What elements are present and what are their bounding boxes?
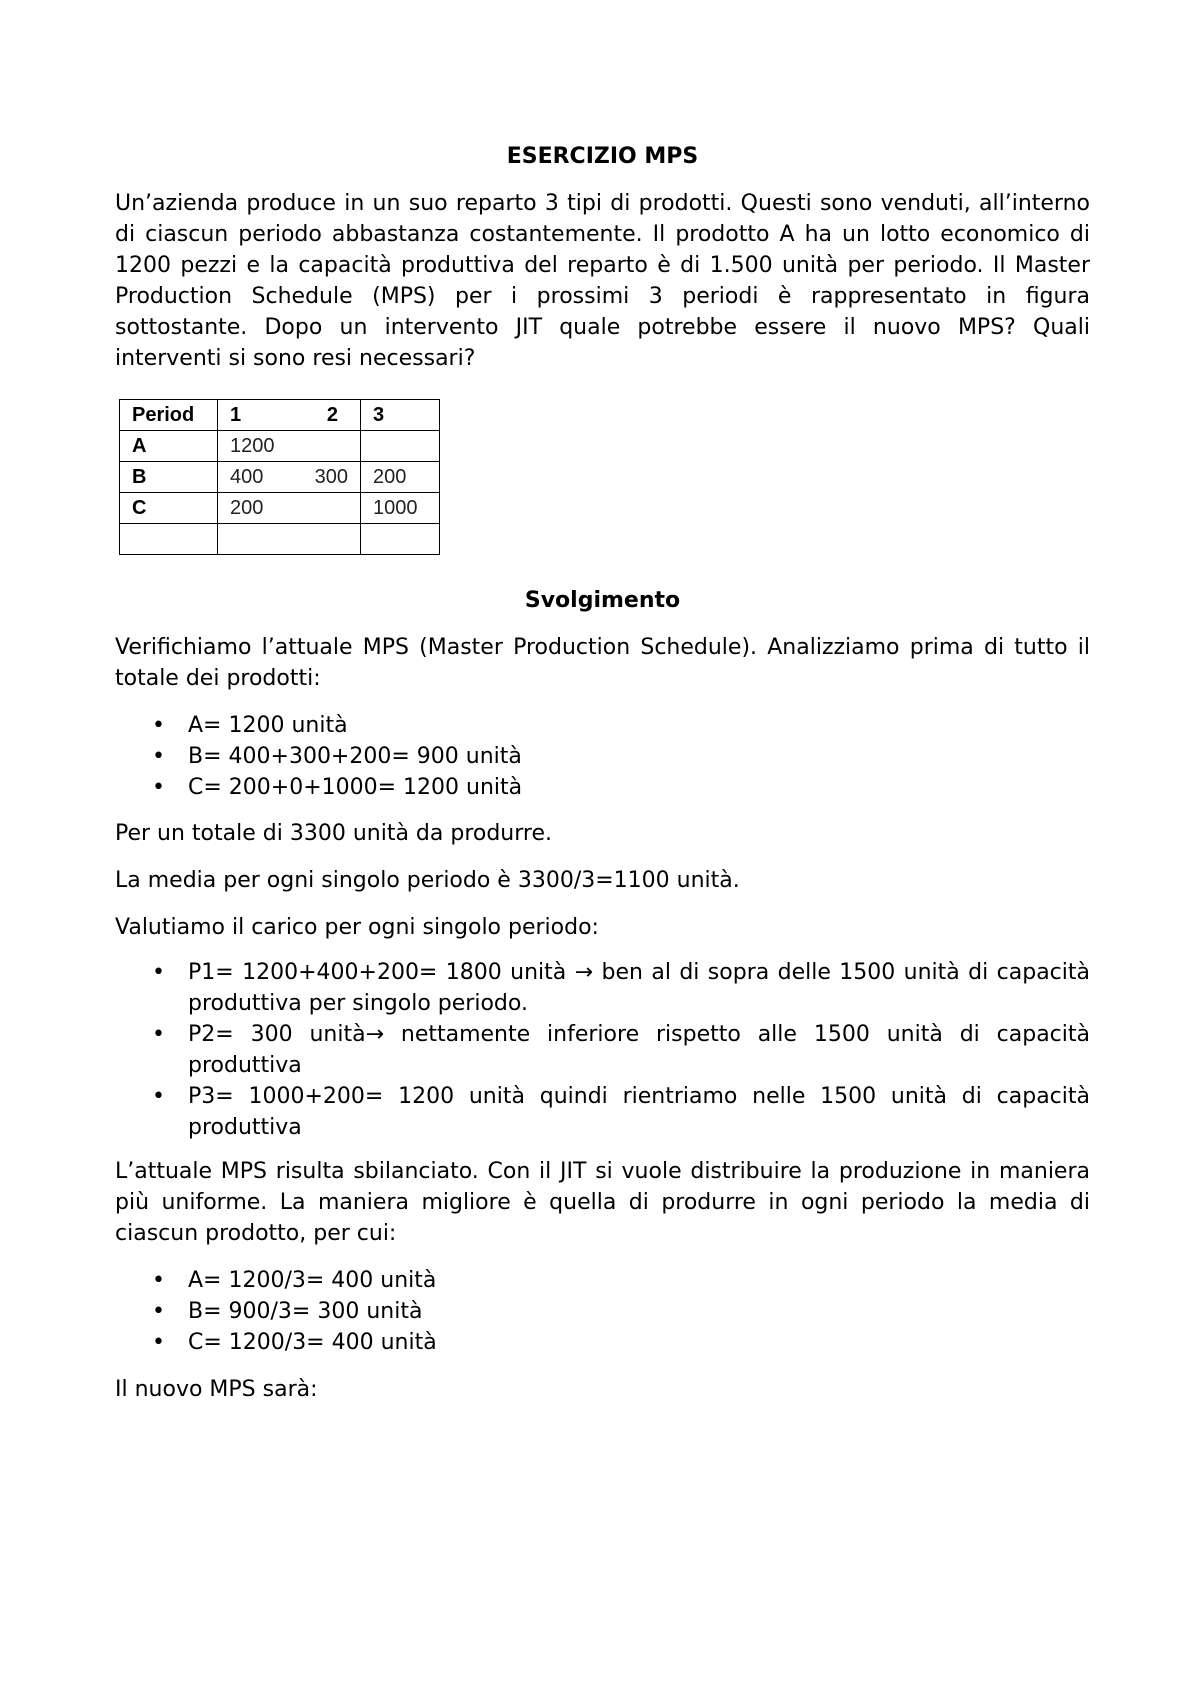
cell-value: 1200 (230, 435, 275, 457)
row-label: A (120, 431, 218, 462)
header-period: Period (120, 400, 218, 431)
list-item: • B= 400+300+200= 900 unità (115, 741, 1090, 772)
cell-value: 1000 (361, 493, 440, 524)
table-empty-row (120, 524, 440, 555)
cell-value: 400 (230, 466, 264, 488)
table-row (120, 493, 440, 524)
mean-paragraph: La media per ogni singolo periodo è 3300/3=1100 unità. (115, 868, 740, 893)
table-header-row (120, 400, 440, 431)
total-paragraph: Per un totale di 3300 unità da produrre. (115, 821, 553, 846)
totals-list (115, 710, 1090, 803)
unbalanced-paragraph: L’attuale MPS risulta sbilanciato. Con il JIT si vuole distribuire la produzione in maniera più uniforme. La maniera migliore è quella di produrre in ogni periodo la media di ciascun prodotto, per cui: (115, 1159, 1090, 1246)
header-period-3: 3 (361, 400, 440, 431)
list-item: • C= 1200/3= 400 unità (115, 1327, 1090, 1358)
list-item: • A= 1200 unità (115, 710, 1090, 741)
mps-table (119, 399, 440, 555)
verify-paragraph: Verifichiamo l’attuale MPS (Master Production Schedule). Analizziamo prima di tutto il totale dei prodotti: (115, 635, 1090, 691)
averages-list (115, 1265, 1090, 1358)
section-title: Svolgimento (524, 588, 681, 613)
cell-value (361, 431, 440, 462)
list-item: • C= 200+0+1000= 1200 unità (115, 772, 1090, 803)
list-item: • P3= 1000+200= 1200 unità quindi rientriamo nelle 1500 unità di capacità produttiva (115, 1081, 1090, 1143)
list-item: • P2= 300 unità→ nettamente inferiore rispetto alle 1500 unità di capacità produttiva (115, 1019, 1090, 1081)
new-mps-paragraph: Il nuovo MPS sarà: (115, 1377, 318, 1402)
intro-paragraph: Un’azienda produce in un suo reparto 3 tipi di prodotti. Questi sono venduti, all’interno di ciascun periodo abbastanza costantemente. Il prodotto A ha un lotto economico di 1200 pezzi e la capacità produttiva del reparto è di 1.500 unità per periodo. Il Master Production Schedule (MPS) per i prossimi 3 periodi è rappresentato in figura sottostante. Dopo un intervento JIT quale potrebbe essere il nuovo MPS? Quali interventi si sono resi necessari? (115, 191, 1090, 371)
table-row (120, 462, 440, 493)
header-period-1: 1 (230, 404, 242, 426)
cell-value: 200 (230, 497, 264, 519)
load-paragraph: Valutiamo il carico per ogni singolo periodo: (115, 915, 599, 940)
loads-list (115, 957, 1090, 1143)
header-period-2: 2 (326, 404, 338, 426)
cell-value: 300 (314, 466, 348, 488)
table-row (120, 431, 440, 462)
list-item: • A= 1200/3= 400 unità (115, 1265, 1090, 1296)
row-label: B (120, 462, 218, 493)
cell-value: 200 (361, 462, 440, 493)
row-label: C (120, 493, 218, 524)
list-item: • P1= 1200+400+200= 1800 unità → ben al di sopra delle 1500 unità di capacità produttiva per singolo periodo. (115, 957, 1090, 1019)
list-item: • B= 900/3= 300 unità (115, 1296, 1090, 1327)
exercise-title: ESERCIZIO MPS (506, 144, 699, 169)
